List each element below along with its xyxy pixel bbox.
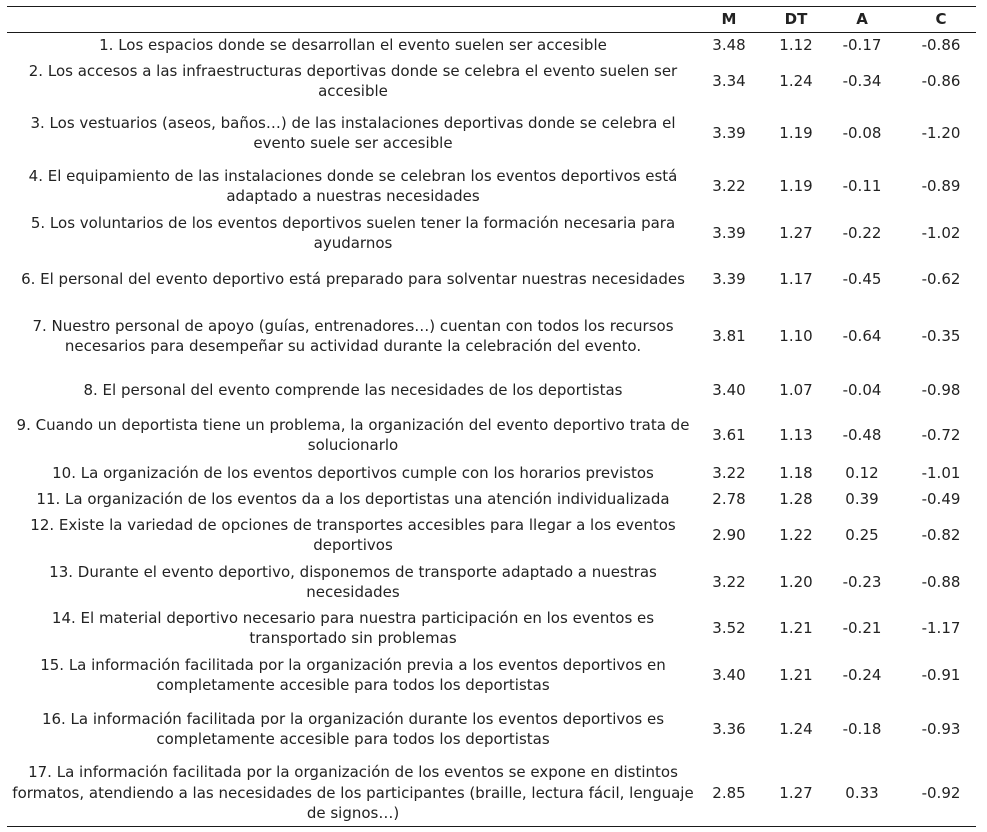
- value-c: -0.35: [921, 327, 961, 345]
- value-a: -0.21: [842, 619, 882, 637]
- value-m: 2.90: [712, 526, 746, 544]
- value-m: 3.22: [712, 573, 746, 591]
- table-row: [7, 487, 976, 511]
- table-row: [7, 256, 976, 302]
- value-a: 0.39: [845, 490, 879, 508]
- item-text: 9. Cuando un deportista tiene un problema, la organización del evento deportivo trata de solucionarlo: [16, 415, 690, 454]
- value-dt: 1.24: [779, 720, 813, 738]
- value-a: -0.18: [842, 720, 882, 738]
- value-c: -0.82: [921, 526, 961, 544]
- value-c: -1.01: [921, 464, 961, 482]
- header-a: A: [856, 10, 868, 28]
- value-m: 3.52: [712, 619, 746, 637]
- item-text: 1. Los espacios donde se desarrollan el evento suelen ser accesible: [99, 35, 607, 54]
- value-c: -1.20: [921, 124, 961, 142]
- value-dt: 1.18: [779, 464, 813, 482]
- value-m: 3.34: [712, 72, 746, 90]
- header-dt: DT: [784, 10, 808, 28]
- value-dt: 1.22: [779, 526, 813, 544]
- value-m: 2.78: [712, 490, 746, 508]
- table-row: [7, 605, 976, 651]
- header-rule: [7, 32, 976, 33]
- value-dt: 1.21: [779, 619, 813, 637]
- value-a: -0.17: [842, 36, 882, 54]
- item-text: 14. El material deportivo necesario para nuestra participación en los eventos es transportado sin problemas: [51, 608, 655, 647]
- value-a: 0.25: [845, 526, 879, 544]
- table-row: [7, 110, 976, 156]
- value-dt: 1.20: [779, 573, 813, 591]
- value-dt: 1.24: [779, 72, 813, 90]
- value-c: -0.92: [921, 784, 961, 802]
- table-row: [7, 706, 976, 752]
- value-a: 0.12: [845, 464, 879, 482]
- value-c: -0.72: [921, 426, 961, 444]
- value-c: -0.49: [921, 490, 961, 508]
- value-dt: 1.21: [779, 666, 813, 684]
- value-c: -1.17: [921, 619, 961, 637]
- value-a: -0.34: [842, 72, 882, 90]
- value-a: -0.22: [842, 224, 882, 242]
- value-dt: 1.19: [779, 124, 813, 142]
- value-m: 2.85: [712, 784, 746, 802]
- value-m: 3.48: [712, 36, 746, 54]
- table-row: [7, 512, 976, 558]
- item-text: 5. Los voluntarios de los eventos deportivos suelen tener la formación necesaria para ayudarnos: [30, 213, 676, 252]
- header-m: M: [721, 10, 737, 28]
- item-text: 10. La organización de los eventos deportivos cumple con los horarios previstos: [52, 463, 654, 482]
- value-m: 3.40: [712, 381, 746, 399]
- bottom-rule: [7, 826, 976, 827]
- value-a: -0.08: [842, 124, 882, 142]
- table-row: [7, 559, 976, 605]
- value-c: -0.62: [921, 270, 961, 288]
- value-a: -0.24: [842, 666, 882, 684]
- value-m: 3.39: [712, 270, 746, 288]
- table-row: [7, 34, 976, 56]
- item-text: 15. La información facilitada por la organización previa a los eventos deportivos en completamente accesible para todos los deportistas: [40, 655, 666, 694]
- value-c: -0.88: [921, 573, 961, 591]
- item-text: 4. El equipamiento de las instalaciones donde se celebran los eventos deportivos está adaptado a nuestras necesidades: [28, 166, 678, 205]
- value-c: -0.86: [921, 72, 961, 90]
- item-text: 11. La organización de los eventos da a los deportistas una atención individualizada: [36, 489, 670, 508]
- table-row: [7, 412, 976, 458]
- table-row: [7, 378, 976, 402]
- item-text: 8. El personal del evento comprende las necesidades de los deportistas: [83, 380, 623, 399]
- value-a: -0.48: [842, 426, 882, 444]
- value-a: -0.45: [842, 270, 882, 288]
- table-row: [7, 163, 976, 209]
- item-text: 2. Los accesos a las infraestructuras deportivas donde se celebra el evento suelen ser accesible: [28, 61, 678, 100]
- value-dt: 1.10: [779, 327, 813, 345]
- value-c: -0.93: [921, 720, 961, 738]
- item-text: 13. Durante el evento deportivo, disponemos de transporte adaptado a nuestras necesidades: [49, 562, 657, 601]
- value-m: 3.22: [712, 464, 746, 482]
- value-a: -0.04: [842, 381, 882, 399]
- item-text: 16. La información facilitada por la organización durante los eventos deportivos es completamente accesible para todos los deportistas: [41, 709, 665, 748]
- item-text: 12. Existe la variedad de opciones de transportes accesibles para llegar a los eventos deportivos: [30, 515, 676, 554]
- value-m: 3.40: [712, 666, 746, 684]
- table-header: [7, 7, 976, 31]
- value-a: -0.23: [842, 573, 882, 591]
- header-c: C: [935, 10, 947, 28]
- value-m: 3.36: [712, 720, 746, 738]
- value-c: -0.98: [921, 381, 961, 399]
- value-dt: 1.07: [779, 381, 813, 399]
- table-row: [7, 58, 976, 104]
- value-dt: 1.19: [779, 177, 813, 195]
- value-m: 3.81: [712, 327, 746, 345]
- value-c: -0.91: [921, 666, 961, 684]
- value-c: -0.86: [921, 36, 961, 54]
- value-m: 3.39: [712, 124, 746, 142]
- value-c: -1.02: [921, 224, 961, 242]
- value-a: -0.64: [842, 327, 882, 345]
- value-m: 3.22: [712, 177, 746, 195]
- value-a: -0.11: [842, 177, 882, 195]
- table-row: [7, 304, 976, 368]
- value-dt: 1.17: [779, 270, 813, 288]
- table-row: [7, 210, 976, 256]
- value-dt: 1.28: [779, 490, 813, 508]
- item-text: 17. La información facilitada por la organización de los eventos se expone en distintos formatos, atendiendo a las necesidades de los participantes (braille, lectura fácil, lenguaje de signos…): [12, 763, 694, 823]
- value-m: 3.61: [712, 426, 746, 444]
- value-dt: 1.27: [779, 784, 813, 802]
- value-m: 3.39: [712, 224, 746, 242]
- table-row: [7, 761, 976, 825]
- table-row: [7, 461, 976, 485]
- value-dt: 1.12: [779, 36, 813, 54]
- value-dt: 1.13: [779, 426, 813, 444]
- value-dt: 1.27: [779, 224, 813, 242]
- item-text: 3. Los vestuarios (aseos, baños…) de las instalaciones deportivas donde se celebra el evento suele ser accesible: [30, 113, 676, 152]
- item-text: 7. Nuestro personal de apoyo (guías, entrenadores…) cuentan con todos los recursos necesarios para desempeñar su actividad durante la celebración del evento.: [32, 316, 674, 355]
- value-c: -0.89: [921, 177, 961, 195]
- item-text: 6. El personal del evento deportivo está preparado para solventar nuestras necesidades: [21, 269, 685, 288]
- table-row: [7, 652, 976, 698]
- value-a: 0.33: [845, 784, 879, 802]
